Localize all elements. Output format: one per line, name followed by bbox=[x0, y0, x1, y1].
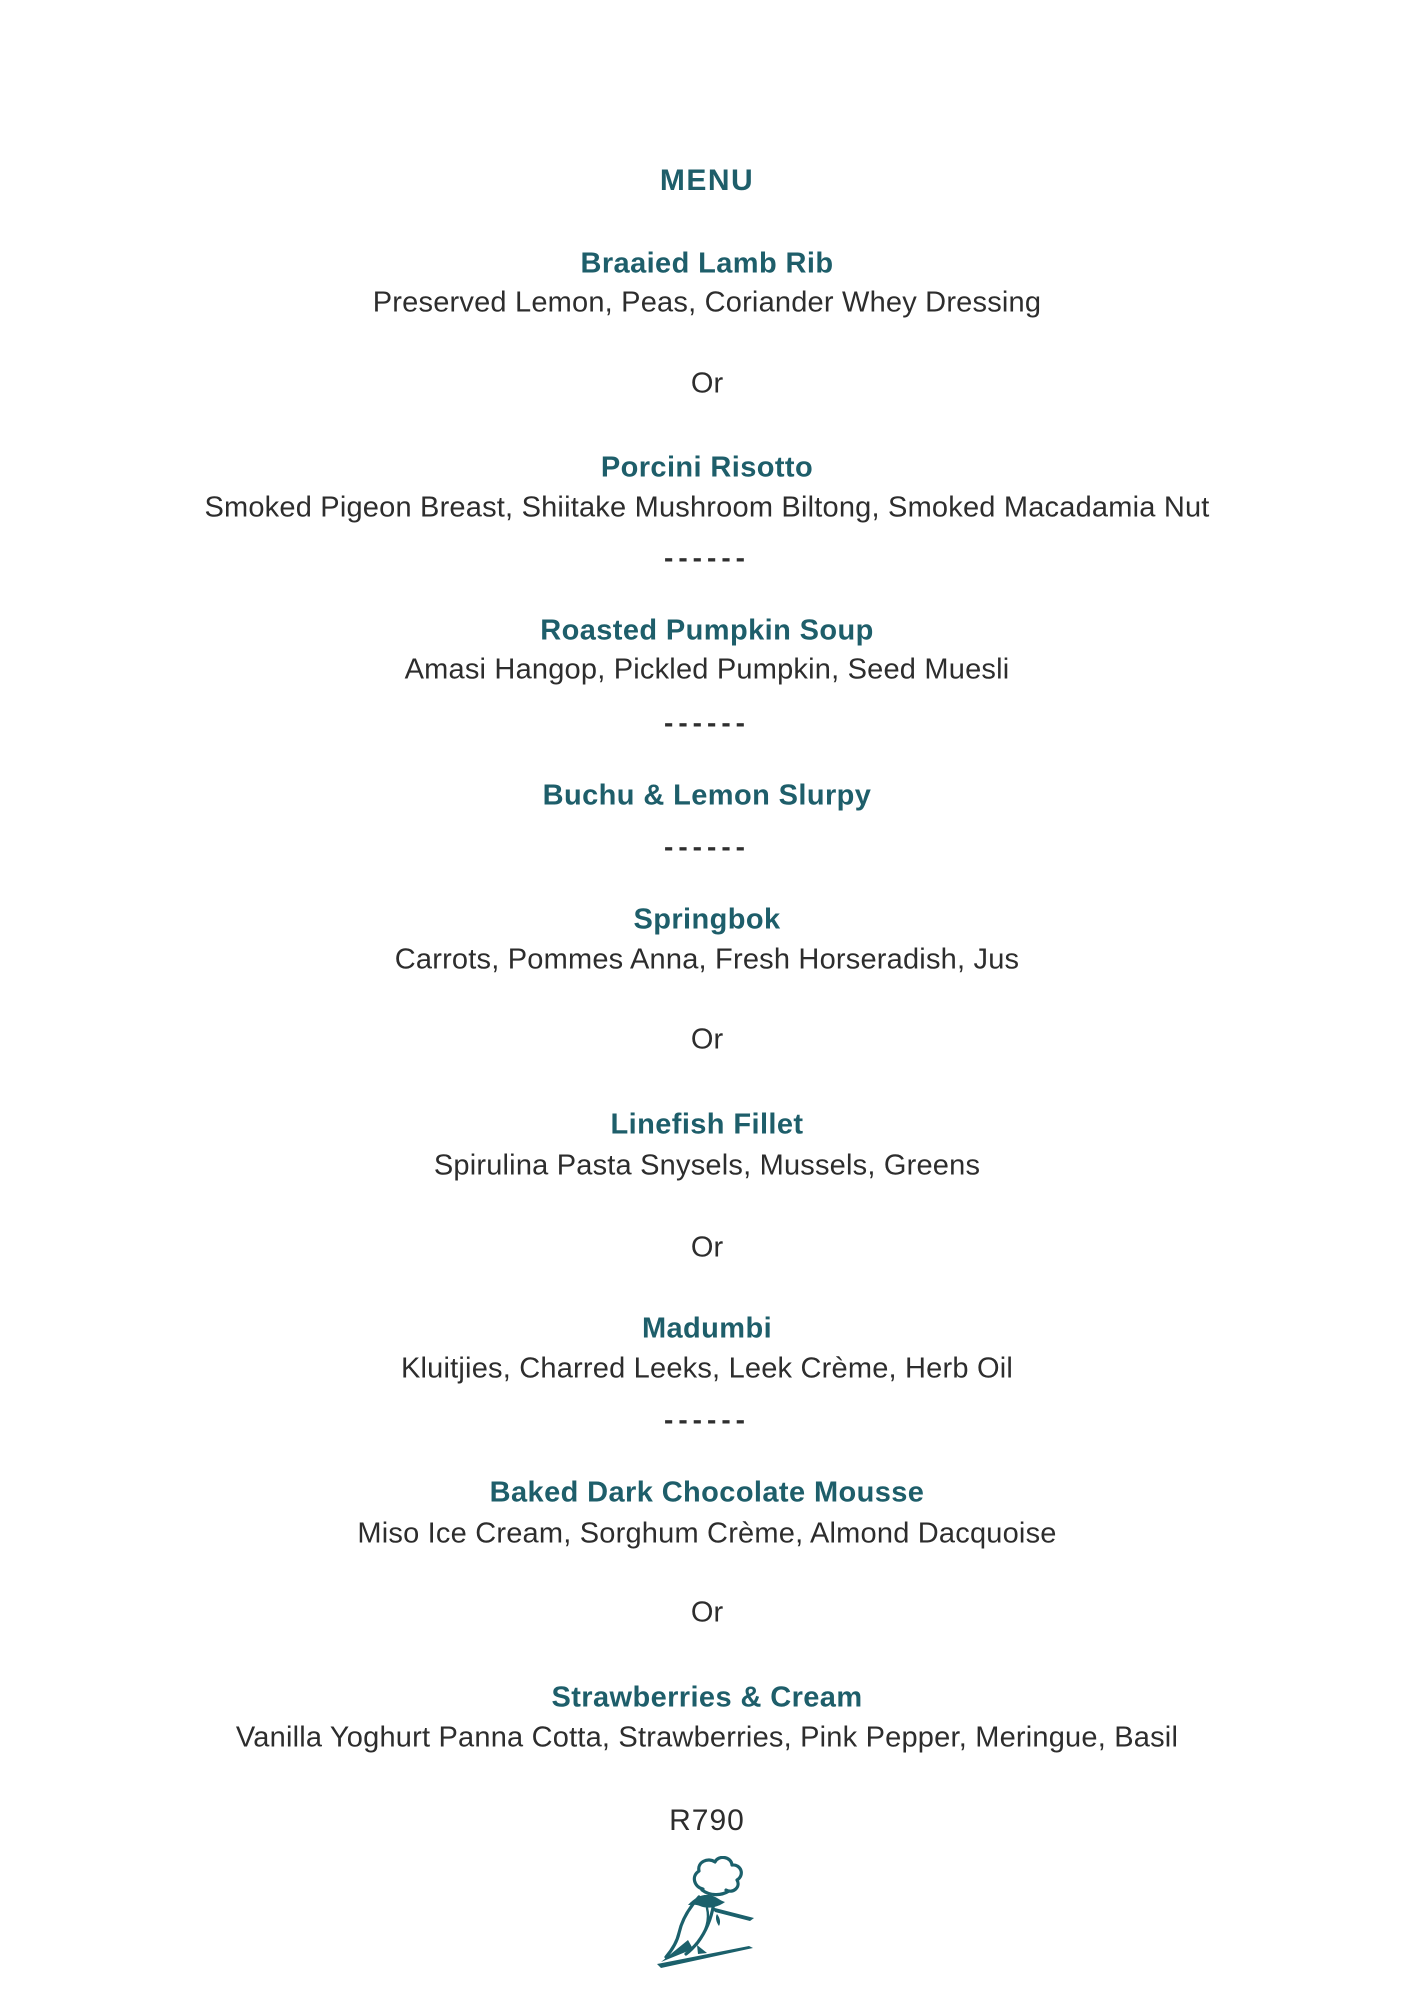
menu-price: R790 bbox=[669, 1804, 745, 1837]
course-name-linefish-fillet: Linefish Fillet bbox=[610, 1108, 804, 1141]
course-name-baked-dark-chocolate-mousse: Baked Dark Chocolate Mousse bbox=[489, 1476, 925, 1509]
or-separator: Or bbox=[690, 1596, 724, 1629]
dash-divider: ------ bbox=[664, 542, 750, 573]
course-description: Miso Ice Cream, Sorghum Crème, Almond Dacquoise bbox=[357, 1517, 1057, 1550]
menu-title: MENU bbox=[659, 164, 755, 197]
course-description: Amasi Hangop, Pickled Pumpkin, Seed Muesli bbox=[404, 653, 1010, 686]
or-separator: Or bbox=[690, 1023, 724, 1056]
or-separator: Or bbox=[690, 1231, 724, 1264]
course-description: Carrots, Pommes Anna, Fresh Horseradish, Jus bbox=[394, 943, 1020, 976]
course-name-roasted-pumpkin-soup: Roasted Pumpkin Soup bbox=[540, 614, 874, 647]
course-description: Smoked Pigeon Breast, Shiitake Mushroom Biltong, Smoked Macadamia Nut bbox=[204, 491, 1210, 524]
course-name-buchu-lemon-slurpy: Buchu & Lemon Slurpy bbox=[542, 779, 872, 812]
dash-divider: ------ bbox=[664, 831, 750, 862]
course-description: Vanilla Yoghurt Panna Cotta, Strawberries, Pink Pepper, Meringue, Basil bbox=[235, 1721, 1179, 1754]
course-name-springbok: Springbok bbox=[633, 903, 781, 936]
chef-bird-logo bbox=[655, 1856, 759, 1974]
course-description: Kluitjies, Charred Leeks, Leek Crème, Herb Oil bbox=[401, 1352, 1013, 1385]
dash-divider: ------ bbox=[664, 707, 750, 738]
course-name-strawberries-cream: Strawberries & Cream bbox=[551, 1681, 863, 1714]
chef-hat-bird-icon bbox=[655, 1856, 759, 1974]
course-name-braaied-lamb-rib: Braaied Lamb Rib bbox=[580, 247, 834, 280]
course-name-porcini-risotto: Porcini Risotto bbox=[600, 451, 814, 484]
course-description: Preserved Lemon, Peas, Coriander Whey Dressing bbox=[372, 286, 1042, 319]
course-name-madumbi: Madumbi bbox=[641, 1312, 773, 1345]
or-separator: Or bbox=[690, 367, 724, 400]
dash-divider: ------ bbox=[664, 1404, 750, 1435]
course-description: Spirulina Pasta Snysels, Mussels, Greens bbox=[433, 1149, 981, 1182]
